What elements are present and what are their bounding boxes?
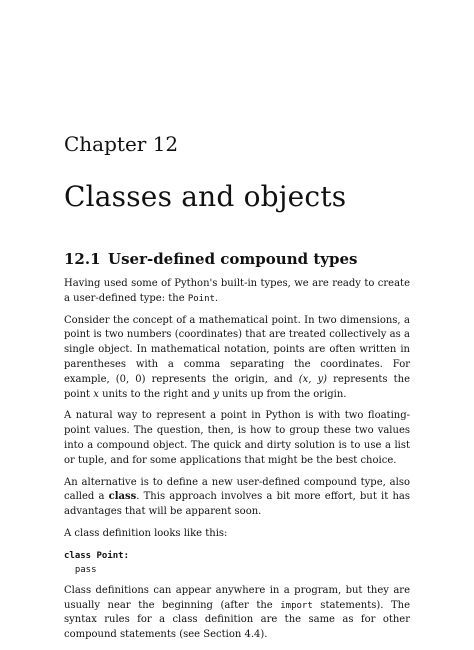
paragraph-1 [64, 277, 410, 307]
math-x: x [93, 388, 99, 400]
section-number: 12.1 [64, 250, 101, 268]
paragraph-1-end: . [214, 292, 219, 304]
chapter-title: Classes and objects [64, 180, 347, 213]
paragraph-2-text: Consider the concept of a mathematical point. In two dimensions, a point is two numbers (coordinates) that are treated collectively as a single object. In mathematical notation, points are often written in parentheses with a comma separating the coordinates. For example, [64, 314, 410, 385]
paragraph-4-text: An alternative is to define a new user-defined compound type, also called a [64, 476, 410, 503]
paragraph-5: A class definition looks like this: [64, 527, 228, 539]
paragraph-6-text: Class definitions can appear anywhere in a program, but they are usually near the beginning (after the [64, 584, 410, 611]
paragraph-1-text: Having used some of Python's built-in types, we are ready to create a user-defined type: the [64, 278, 410, 304]
paragraph-2-text-d: units to the right and [98, 388, 214, 400]
term-class: class [108, 491, 137, 503]
math-y: y [213, 388, 219, 400]
inline-code-point: Point [187, 293, 215, 304]
section-title: User-defined compound types [108, 250, 358, 268]
math-origin: (0, 0) [115, 373, 146, 385]
section-heading [64, 249, 357, 269]
body-text [64, 277, 410, 650]
paragraph-4-text-b: . This approach involves a bit more effort, but it has advantages that will be apparent soon. [64, 491, 410, 518]
paragraph-2 [64, 314, 410, 403]
paragraph-2-text-e: units up from the origin. [218, 388, 347, 400]
paragraph-6-text-b: statements). The syntax rules for a class definition are the same as for other compound statements (see Section 4.4). [64, 599, 410, 641]
paragraph-6 [64, 584, 410, 643]
paragraph-2-text-c: represents the point [64, 373, 410, 400]
paragraph-3: A natural way to represent a point in Python is with two floating-point values. The question, then, is how to group these two values into a compound object. The quick and dirty solution is to use a list or tuple, and for some applications that might be the best choice. [64, 410, 410, 466]
code-line-2: pass [64, 564, 97, 575]
math-xy: (x, y) [298, 373, 328, 385]
code-block [64, 549, 410, 577]
paragraph-4 [64, 476, 410, 520]
paragraph-2-text-b: represents the origin, and [145, 373, 299, 385]
document-page [64, 0, 410, 641]
inline-code-import: import [280, 600, 313, 611]
chapter-label: Chapter 12 [64, 132, 179, 156]
code-line-1: class Point: [64, 550, 130, 561]
